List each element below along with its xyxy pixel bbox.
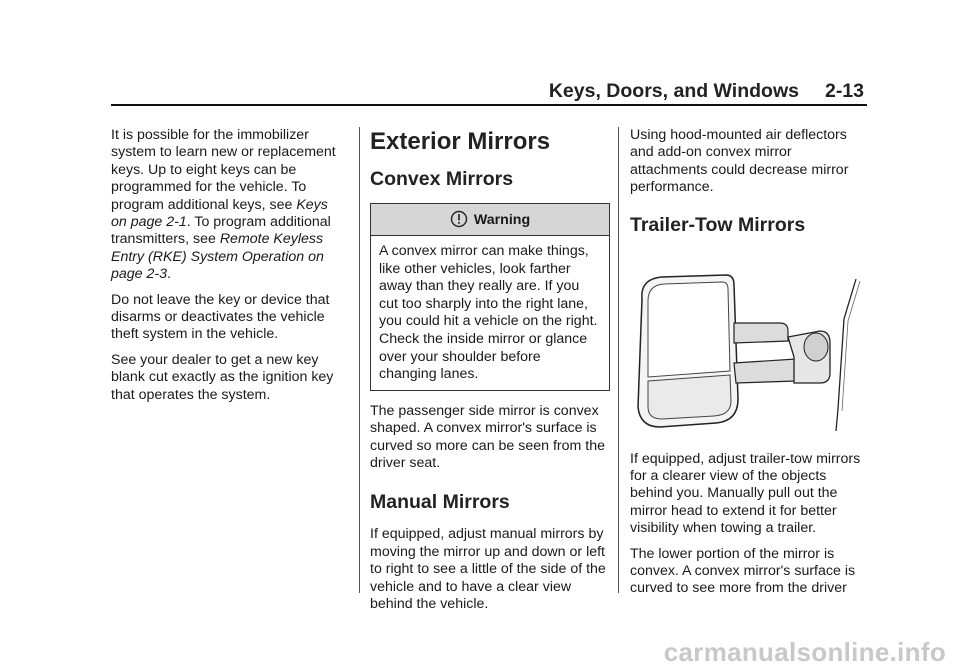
theft-paragraph: Do not leave the key or device that disarms or deactivates the vehicle theft system in the vehicle. <box>111 291 330 343</box>
warning-label: Warning <box>473 212 531 228</box>
watermark: carmanualsonline.info <box>663 637 946 667</box>
lower-portion-paragraph: The lower portion of the mirror is convex. A convex mirror's surface is curved to see more from the driver <box>630 545 856 597</box>
xref-rke[interactable]: Remote Keyless Entry (RKE) System Operation on page 2-3 <box>111 231 324 283</box>
warning-icon <box>450 210 468 228</box>
column-divider <box>618 127 619 593</box>
trailer-tow-mirror-illustration <box>630 259 866 439</box>
header-rule <box>111 104 867 106</box>
warning-box <box>370 203 610 391</box>
subsection-manual: Manual Mirrors <box>370 491 510 514</box>
header-section-title: Keys, Doors, and Windows <box>548 80 799 102</box>
warning-header <box>371 204 609 236</box>
page-number: 2-13 <box>824 80 864 102</box>
manual-mirror-paragraph: If equipped, adjust manual mirrors by moving the mirror up and down or left to right to see a little of the side of the vehicle and to have a clear view behind the vehicle. <box>370 526 606 612</box>
text-run: It is possible for the immobilizer system to learn new or replacement keys. Up to eight keys can be programmed for the vehicle. To program additional keys, see <box>111 127 336 213</box>
warning-text: A convex mirror can make things, like other vehicles, look farther away than they really are. If you cut too sharply into the right lane, you could hit a vehicle on the right. Check the inside mirror or glance over your shoulder before changing lanes. <box>379 243 598 383</box>
passenger-mirror-paragraph: The passenger side mirror is convex shaped. A convex mirror's surface is curved so more can be seen from the driver seat. <box>370 402 606 471</box>
trailer-tow-paragraph: If equipped, adjust trailer-tow mirrors for a clearer view of the objects behind you. Manually pull out the mirror head to extend it for better visibility when towing a trailer. <box>630 450 861 537</box>
subsection-convex: Convex Mirrors <box>370 168 514 190</box>
text-run: . To program additional transmitters, see <box>111 214 331 248</box>
column-right <box>630 127 870 606</box>
column-middle <box>370 127 610 621</box>
immobilizer-paragraph <box>111 127 347 284</box>
deflector-paragraph: Using hood-mounted air deflectors and add-on convex mirror attachments could decrease mirror performance. <box>630 127 849 196</box>
running-header <box>549 80 864 103</box>
subsection-trailer-tow: Trailer-Tow Mirrors <box>630 213 806 236</box>
column-divider <box>359 127 360 593</box>
xref-keys[interactable]: Keys on page 2-1 <box>111 196 328 231</box>
text-run: . <box>167 266 171 283</box>
dealer-paragraph: See your dealer to get a new key blank cut exactly as the ignition key that operates the system. <box>111 351 334 403</box>
column-left <box>111 127 347 412</box>
section-title: Exterior Mirrors <box>370 128 551 155</box>
